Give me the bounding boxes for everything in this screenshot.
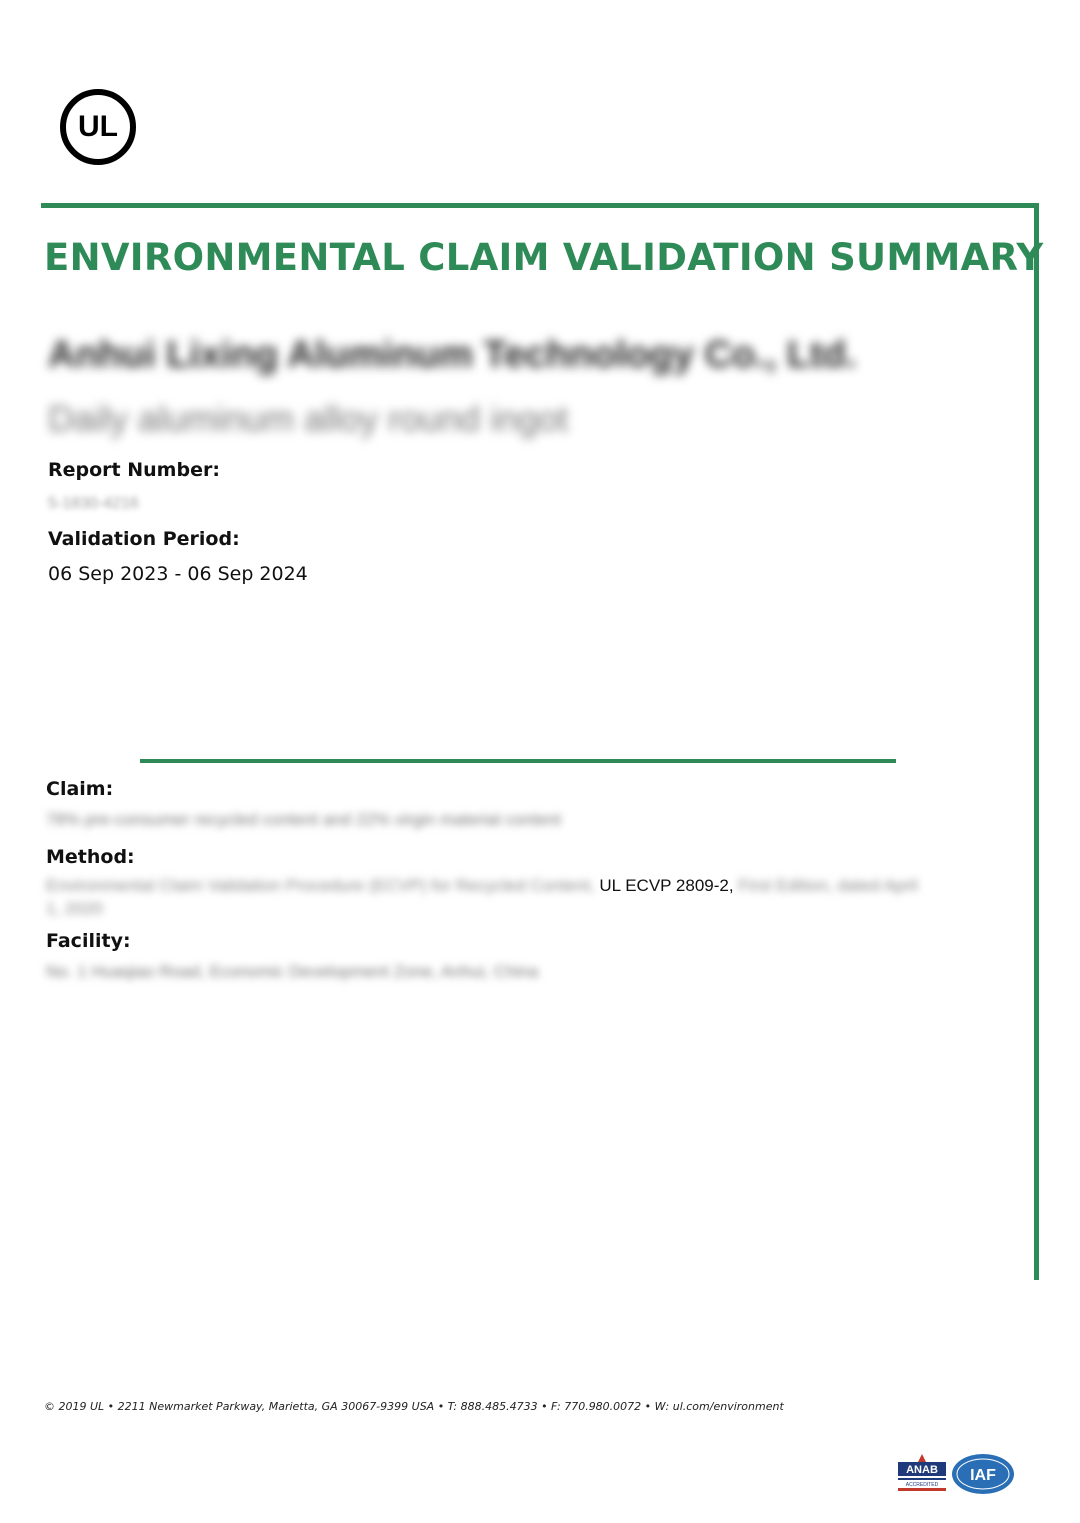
frame-right-border (1034, 203, 1039, 1280)
ul-logo-text: UL (78, 110, 118, 143)
claim-label: Claim: (46, 778, 114, 800)
method-suffix: First Edition, dated April (733, 876, 918, 895)
frame-top-border (41, 203, 1039, 208)
iaf-icon (950, 1452, 1016, 1496)
claim-value: 78% pre-consumer recycled content and 22% virgin material content (46, 810, 561, 829)
report-number-value: 5-1830-4216 (48, 495, 139, 512)
document-title: ENVIRONMENTAL CLAIM VALIDATION SUMMARY (44, 236, 1044, 279)
company-name: Anhui Lixing Aluminum Technology Co., Ltd. (48, 334, 857, 376)
method-prefix: Environmental Claim Validation Procedure (ECVP) for Recycled Content, (46, 876, 595, 895)
anab-accreditation-logo (896, 1452, 948, 1496)
facility-value: No. 1 Huaqiao Road, Economic Development Zone, Anhui, China (46, 962, 539, 981)
method-standard: UL ECVP 2809-2, (594, 876, 734, 895)
report-number-label: Report Number: (48, 459, 220, 481)
method-value-line2: 1, 2020 (46, 899, 103, 918)
footer-contact: © 2019 UL • 2211 Newmarket Parkway, Marietta, GA 30067-9399 USA • T: 888.485.4733 • F: 770.980.0072 • W: ul.com/environment (44, 1400, 784, 1413)
validation-period-value: 06 Sep 2023 - 06 Sep 2024 (48, 563, 308, 585)
anab-text: ANAB (906, 1464, 938, 1476)
method-value (46, 876, 918, 896)
iaf-text: IAF (970, 1467, 996, 1484)
anab-icon (896, 1452, 948, 1496)
method-label: Method: (46, 846, 135, 868)
iaf-accreditation-logo (950, 1452, 1016, 1496)
ul-logo-mark (59, 88, 137, 166)
facility-label: Facility: (46, 930, 131, 952)
validation-period-label: Validation Period: (48, 528, 240, 550)
anab-sub-text: ACCREDITED (905, 1482, 939, 1488)
ul-logo (59, 88, 137, 166)
section-divider (140, 759, 896, 763)
product-name: Daily aluminum alloy round ingot (48, 398, 569, 439)
